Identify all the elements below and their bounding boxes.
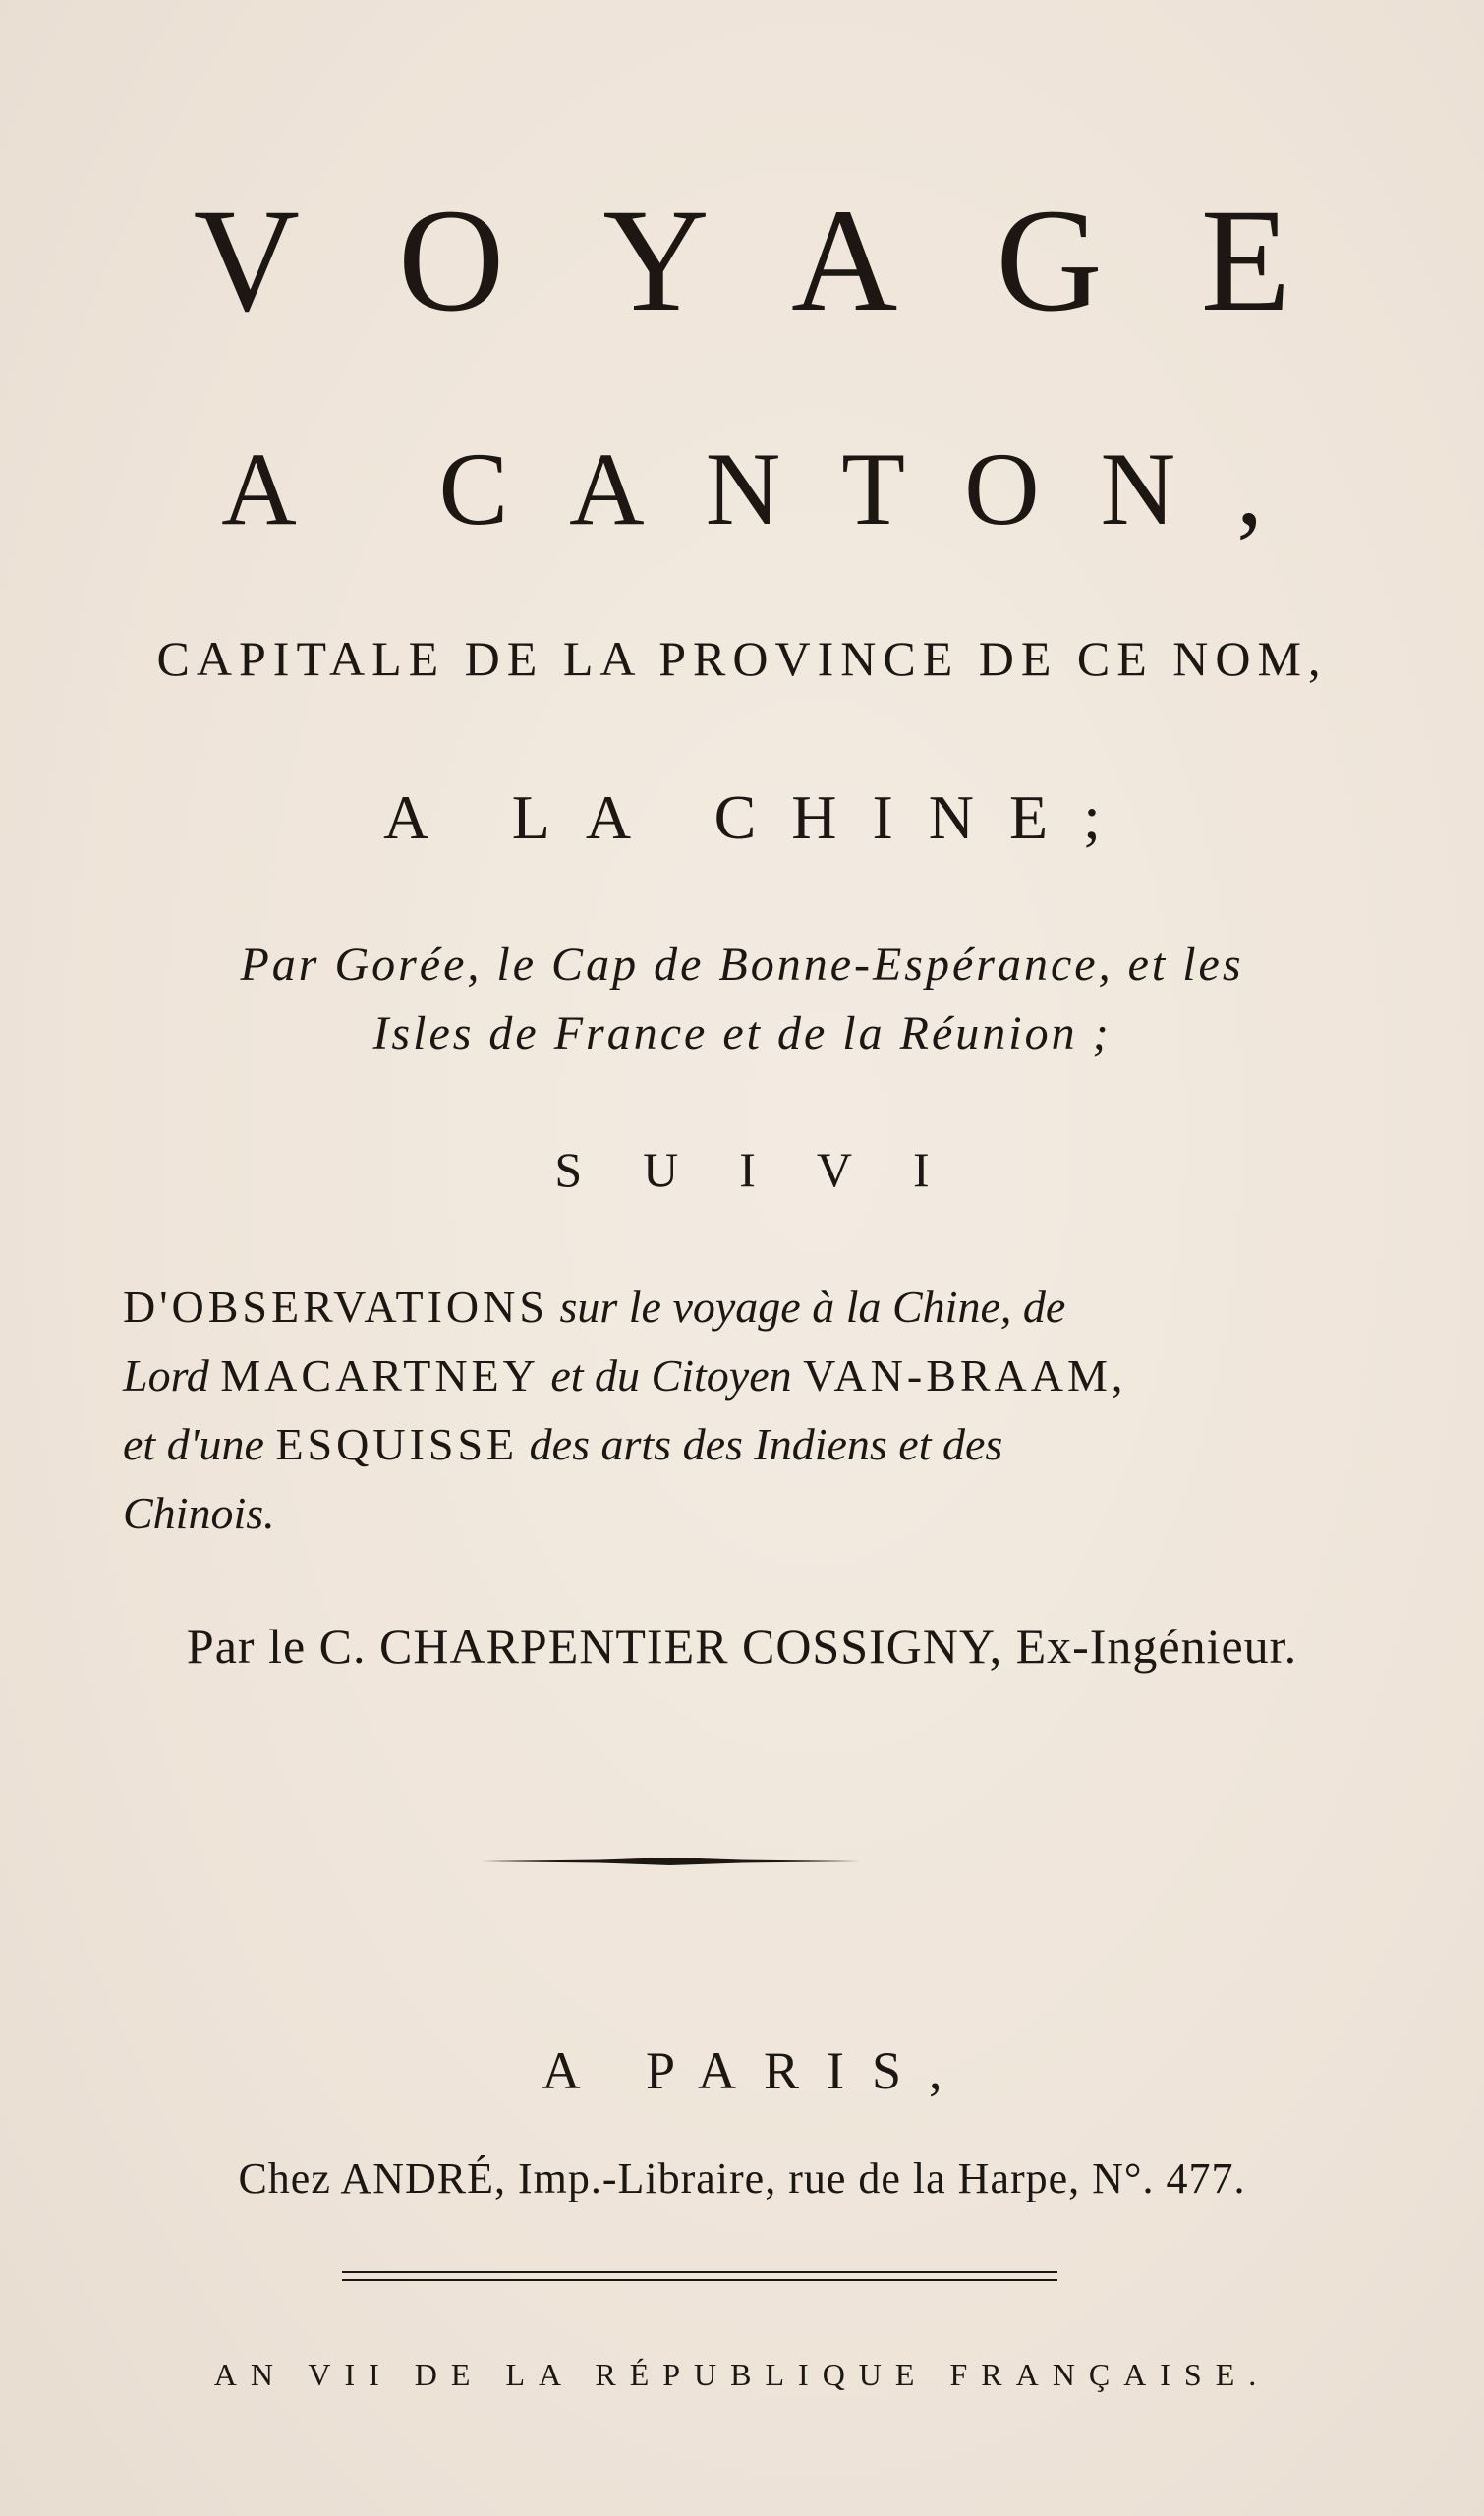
suivi-heading: SUIVI [554, 1142, 991, 1197]
capitale-line: CAPITALE DE LA PROVINCE DE CE NOM, [156, 631, 1328, 686]
esquisse-word: ESQUISSE [275, 1419, 519, 1469]
citoyen-text: et du Citoyen [550, 1350, 792, 1401]
observations-label: D'OBSERVATIONS [123, 1282, 548, 1332]
et-dune-text: et d'une [123, 1419, 264, 1469]
double-rule [342, 2268, 1057, 2284]
macartney-name: MACARTNEY [220, 1350, 540, 1401]
ornamental-rule [482, 1856, 860, 1867]
author-line: Par le C. CHARPENTIER COSSIGNY, Ex-Ingénieur. [186, 1619, 1298, 1674]
route-line-2: Isles de France et de la Réunion ; [372, 1007, 1112, 1059]
arts-text: des arts des Indiens et des [529, 1419, 1003, 1469]
observations-line-1 [123, 1273, 1302, 1342]
route-line-1: Par Gorée, le Cap de Bonne-Espérance, et les [240, 939, 1244, 991]
observations-text-1: sur le voyage à la Chine, de [559, 1282, 1066, 1332]
publisher-line: Chez ANDRÉ, Imp.-Libraire, rue de la Harpe, N°. 477. [238, 2154, 1246, 2202]
observations-line-4 [123, 1479, 1302, 1548]
title-sub: A CANTON, [221, 431, 1324, 546]
observations-line-3 [123, 1410, 1302, 1479]
place-line: A PARIS, [542, 2041, 970, 2100]
lord-word: Lord [123, 1350, 209, 1401]
date-line: AN VII DE LA RÉPUBLIQUE FRANÇAISE. [213, 2357, 1271, 2392]
chinois-word: Chinois. [123, 1488, 275, 1538]
chine-line: A LA CHINE; [383, 782, 1136, 852]
van-braam-name: VAN-BRAAM, [803, 1350, 1127, 1401]
observations-line-2 [123, 1342, 1302, 1410]
title-main: VOYAGE [193, 179, 1390, 342]
